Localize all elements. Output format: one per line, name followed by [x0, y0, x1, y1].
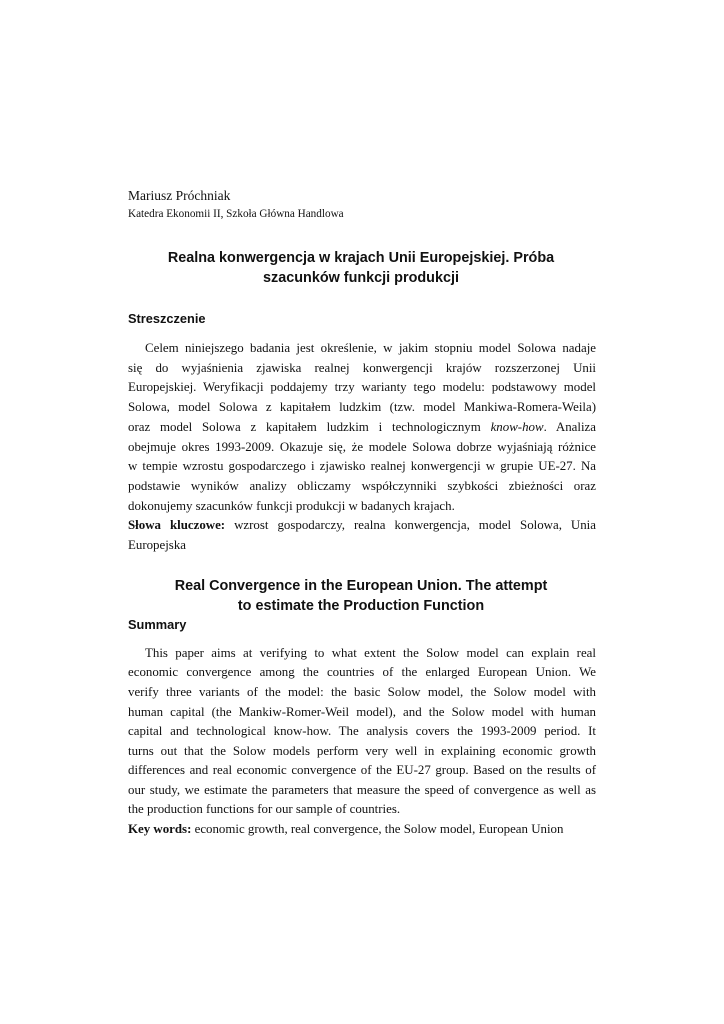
- english-abstract: [128, 644, 596, 820]
- abstract-line: Celem niniejszego badania jest określenie, w jakim stopniu model Solowa nadaje: [145, 341, 596, 355]
- keywords-text: wzrost gospodarczy, realna konwergencja, model Solowa, Unia: [225, 518, 596, 533]
- polish-abstract: [128, 339, 596, 516]
- english-abstract-heading: Summary: [128, 616, 187, 632]
- abstract-line: verify three variants of the model: the basic Solow model, the Solow model with: [128, 684, 596, 699]
- author-affiliation: Katedra Ekonomii II, Szkoła Główna Handlowa: [128, 208, 344, 220]
- abstract-line-part: . Analiza: [543, 419, 596, 434]
- abstract-line: turns out that the Solow models perform very well in explaining economic growth: [128, 743, 596, 758]
- author-name: Mariusz Próchniak: [128, 188, 231, 203]
- abstract-line: [128, 418, 596, 438]
- keywords-text: economic growth, real convergence, the Solow model, European Union: [191, 822, 564, 837]
- abstract-line: differences and real economic convergence of the EU-27 group. Based on the results of: [128, 763, 596, 778]
- abstract-line: dokonujemy szacunków funkcji produkcji w badanych krajach.: [128, 498, 455, 513]
- abstract-line: human capital (the Mankiw-Romer-Weil model), and the Solow model with human: [128, 704, 596, 719]
- polish-title-line: Realna konwergencja w krajach Unii Europejskiej. Próba: [167, 250, 555, 266]
- paper-body: [128, 186, 596, 840]
- keywords-line: Europejska: [128, 538, 186, 553]
- polish-keywords: [128, 516, 596, 555]
- abstract-italic-term: know-how: [490, 419, 544, 434]
- abstract-line: Solowa, model Solowa z kapitałem ludzkim (tzw. model Mankiwa-Romera-Weila): [128, 400, 596, 415]
- abstract-line-part: oraz model Solowa z kapitałem ludzkim i technologicznym: [128, 419, 481, 434]
- abstract-line: our study, we estimate the parameters that measure the speed of convergence as well as: [128, 782, 596, 797]
- abstract-line: w tempie wzrostu gospodarczego i zjawisko realnej konwergencji w grupie UE-27. Na: [128, 459, 596, 474]
- english-title: [126, 576, 596, 616]
- english-title-line: Real Convergence in the European Union. The attempt: [174, 577, 548, 594]
- abstract-line: This paper aims at verifying to what extent the Solow model can explain real: [145, 645, 596, 660]
- abstract-line: capital and technological know-how. The analysis covers the 1993-2009 period. It: [128, 724, 596, 739]
- abstract-line: economic convergence among the countries of the enlarged European Union. We: [128, 665, 596, 680]
- polish-title: [126, 248, 596, 288]
- keywords-line: [128, 820, 596, 840]
- keywords-label: Key words:: [128, 822, 192, 837]
- keywords-label: Słowa kluczowe:: [128, 518, 226, 533]
- abstract-line: obejmuje okres 1993-2009. Okazuje się, że modele Solowa dobrze wyjaśniają różnice: [128, 439, 596, 454]
- abstract-line: the production functions for our sample of countries.: [128, 802, 401, 817]
- abstract-line: się do wyjaśnienia zjawiska realnej konwergencji krajów rozszerzonej Unii: [128, 360, 596, 375]
- polish-abstract-heading: Streszczenie: [128, 311, 206, 326]
- abstract-line: podstawie wyników analizy obliczamy współczynniki szybkości zbieżności oraz: [128, 478, 596, 493]
- english-keywords: [128, 820, 596, 840]
- keywords-line: [128, 516, 596, 536]
- english-title-line: to estimate the Production Function: [237, 597, 485, 614]
- polish-title-line: szacunków funkcji produkcji: [263, 270, 459, 286]
- abstract-line: Europejskiej. Weryfikacji poddajemy trzy warianty tego modelu: podstawowy model: [128, 380, 596, 395]
